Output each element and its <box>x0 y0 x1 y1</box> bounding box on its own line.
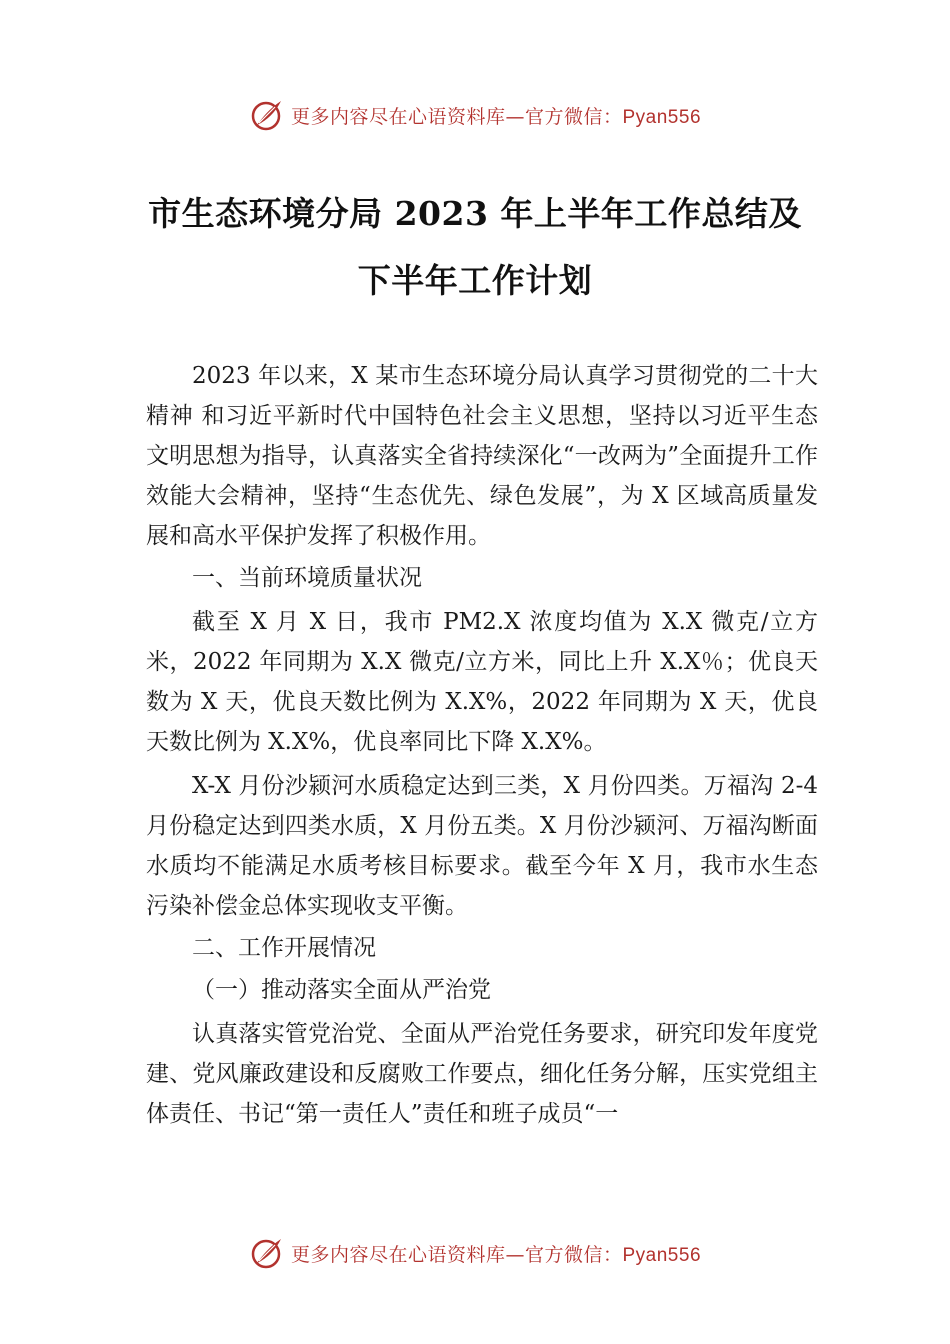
watermark-banner-top <box>0 95 950 135</box>
section-heading-2: 二、工作开展情况 <box>192 935 376 961</box>
quill-logo-icon <box>249 97 285 133</box>
paragraph-intro: 2023 年以来，X 某市生态环境分局认真学习贯彻党的二十大精神 和习近平新时代中国特色社会主义思想，坚持以习近平生态文明思想为指导，认真落实全省持续深化“一改两为”全面提升工作效能大会精神，坚持“生态优先、绿色发展”，为 X 区域高质量发展和高水平保护发挥了积极作用。 <box>146 363 818 549</box>
quill-logo-icon <box>249 1235 285 1271</box>
document-title-line-1: 市生态环境分局 2023 年上半年工作总结及 <box>148 194 802 233</box>
document-title-line-2: 下半年工作计划 <box>357 261 593 300</box>
section-heading-1: 一、当前环境质量状况 <box>192 565 422 591</box>
watermark-banner-bottom <box>0 1233 950 1273</box>
watermark-text: 更多内容尽在心语资料库—官方微信：Pyan556 <box>290 1243 702 1266</box>
watermark-text: 更多内容尽在心语资料库—官方微信：Pyan556 <box>290 105 702 128</box>
subsection-heading-1: （一）推动落实全面从严治党 <box>192 977 491 1003</box>
document-body <box>146 356 818 1134</box>
paragraph-air-quality: 截至 X 月 X 日，我市 PM2.X 浓度均值为 X.X 微克/立方米，2022 年同期为 X.X 微克/立方米，同比上升 X.X％；优良天数为 X 天，优良天数比例为 X.X%，2022 年同期为 X 天，优良天数比例为 X.X%，优良率同比下降 X.X%。 <box>146 609 818 755</box>
paragraph-water-quality: X-X 月份沙颍河水质稳定达到三类，X 月份四类。万福沟 2-4 月份稳定达到四类水质，X 月份五类。X 月份沙颍河、万福沟断面水质均不能满足水质考核目标要求。截至今年 X 月，我市水生态污染补偿金总体实现收支平衡。 <box>146 773 818 919</box>
paragraph-party-building: 认真落实管党治党、全面从严治党任务要求，研究印发年度党建、党风廉政建设和反腐败工作要点，细化任务分解，压实党组主体责任、书记“第一责任人”责任和班子成员“一 <box>146 1021 818 1127</box>
